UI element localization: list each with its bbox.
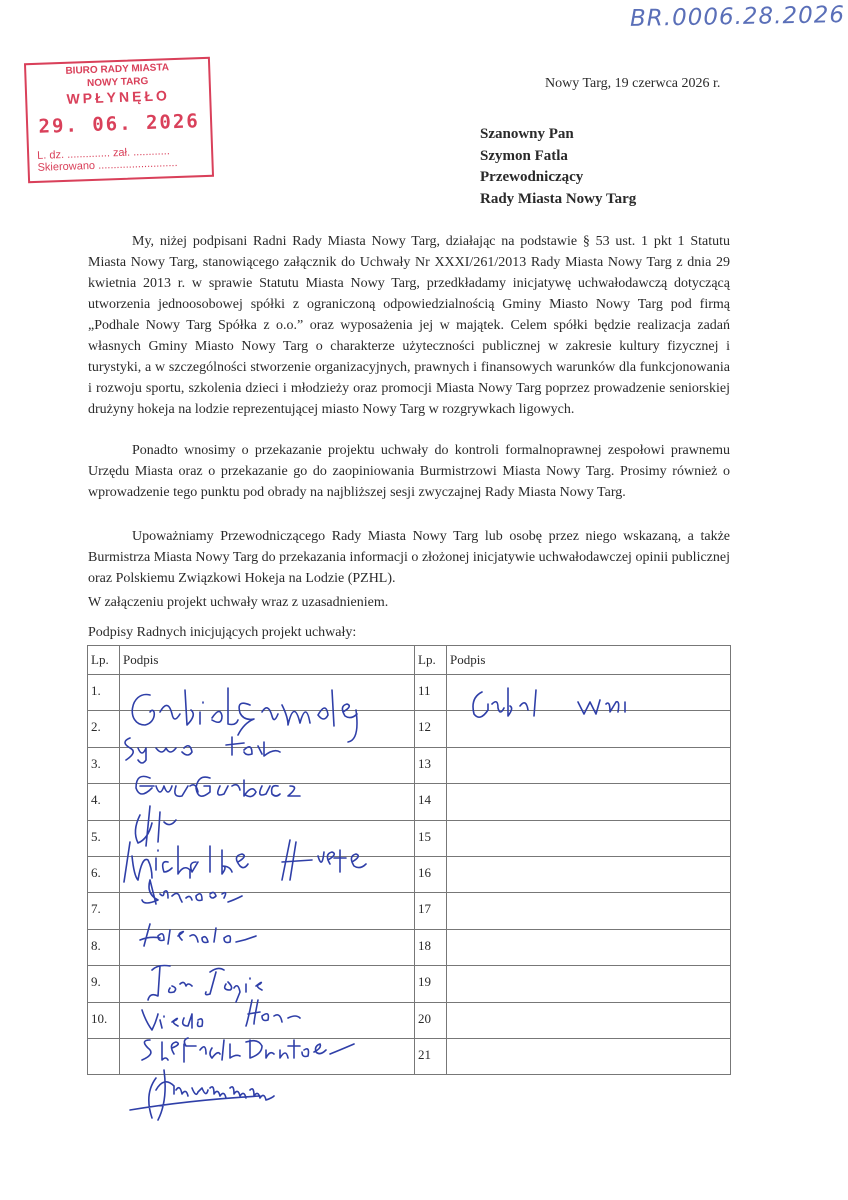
table-row — [88, 675, 731, 711]
header-podpis: Podpis — [120, 646, 415, 675]
paragraph-3: Upoważniamy Przewodniczącego Rady Miasta Nowy Targ lub osobę przez niego wskazaną, a także Burmistrza Miasta Nowy Targ do przekazania informacji o złożonej inicjatywie uchwałodawczej opinii publicznej oraz Polskiemu Związkowi Hokeja na Lodzie (PZHL). — [88, 529, 730, 586]
row-number: 18 — [415, 929, 447, 965]
row-number: 14 — [415, 784, 447, 820]
signature-cell — [120, 820, 415, 856]
table-header-row — [88, 646, 731, 675]
row-number: 17 — [415, 893, 447, 929]
signature-cell — [447, 966, 731, 1002]
row-number: 13 — [415, 747, 447, 783]
row-number: 4. — [88, 784, 120, 820]
header-lp: Lp. — [415, 646, 447, 675]
row-number: 10. — [88, 1002, 120, 1038]
signature-cell — [120, 966, 415, 1002]
signature-12 — [130, 1070, 274, 1120]
signature-cell — [120, 784, 415, 820]
signature-cell — [447, 1038, 731, 1074]
row-number: 15 — [415, 820, 447, 856]
row-number: 19 — [415, 966, 447, 1002]
signature-cell — [120, 675, 415, 711]
row-number: 5. — [88, 820, 120, 856]
date-line: Nowy Targ, 19 czerwca 2026 r. — [545, 76, 721, 91]
signature-cell — [120, 711, 415, 747]
paragraph-1: My, niżej podpisani Radni Rady Miasta Nowy Targ, działając na podstawie § 53 ust. 1 pkt 1 Statutu Miasta Nowy Targ, stanowiącego załącznik do Uchwały Nr XXXI/261/2013 Rady Miasta Nowy Targ z dnia 29 kwietnia 2013 r. w sprawie Statutu Miasta Nowy Targ, przedkładamy inicjatywę uchwałodawczą dotyczącą utworzenia jednoosobowej spółki z ograniczoną odpowiedzialnością Gminy Miasto Nowy Targ pod firmą „Podhale Nowy Targ Spółka z o.o.” oraz wyposażenia jej w majątek. Celem spółki będzie realizacja zadań własnych Gminy Miasto Nowy Targ o charakterze użyteczności publicznej w zakresie kultury fizycznej i turystyki, a w szczególności stworzenie organizacyjnych, prawnych i finansowych warunków dla funkcjonowania i rozwoju sportu, szkolenia dzieci i młodzieży oraz promocji Miasta Nowy Targ poprzez prowadzenie seniorskiej drużyny hokeja na lodzie reprezentującej miasto Nowy Targ w rozgrywkach ligowych. — [88, 234, 730, 417]
signature-cell — [120, 893, 415, 929]
stamp-line-4: L. dz. .............. zał. ............ — [36, 145, 170, 162]
table-row — [88, 929, 731, 965]
addressee-line: Szanowny Pan — [480, 126, 574, 142]
paragraph-2: Ponadto wnosimy o przekazanie projektu uchwały do kontroli formalnoprawnej zespołowi prawnemu Urzędu Miasta oraz o przekazanie go do zaopiniowania Burmistrzowi Miasta Nowy Targ. Prosimy również o wprowadzenie tego punktu pod obrady na najbliższej sesji zwyczajnej Rady Miasta Nowy Targ. — [88, 443, 730, 500]
header-podpis: Podpis — [447, 646, 731, 675]
row-number: 6. — [88, 856, 120, 892]
signature-cell — [447, 675, 731, 711]
table-row — [88, 1038, 731, 1074]
addressee-block — [480, 124, 636, 210]
row-number: 21 — [415, 1038, 447, 1074]
row-number: 16 — [415, 856, 447, 892]
table-row — [88, 856, 731, 892]
signature-cell — [447, 856, 731, 892]
row-number — [88, 1038, 120, 1074]
signatures-intro: Podpisy Radnych inicjujących projekt uchwały: — [88, 625, 357, 640]
addressee-line: Przewodniczący — [480, 169, 584, 185]
signature-cell — [120, 929, 415, 965]
header-lp: Lp. — [88, 646, 120, 675]
signature-cell — [447, 893, 731, 929]
stamp-line-3: WPŁYNĘŁO — [66, 87, 171, 107]
addressee-line: Szymon Fatla — [480, 147, 568, 164]
table-row — [88, 747, 731, 783]
table-row — [88, 784, 731, 820]
receipt-stamp — [24, 57, 214, 183]
signature-cell — [120, 747, 415, 783]
row-number: 12 — [415, 711, 447, 747]
row-number: 8. — [88, 929, 120, 965]
stamp-line-5: Skierowano .......................... — [37, 156, 178, 174]
signature-cell — [447, 747, 731, 783]
addressee-line: Rady Miasta Nowy Targ — [480, 190, 637, 207]
signature-cell — [120, 856, 415, 892]
table-row — [88, 966, 731, 1002]
stamp-line-2: NOWY TARG — [86, 75, 149, 90]
signature-cell — [447, 784, 731, 820]
signature-cell — [447, 820, 731, 856]
stamp-line-1: BIURO RADY MIASTA — [65, 62, 170, 77]
row-number: 2. — [88, 711, 120, 747]
signature-cell — [447, 929, 731, 965]
table-row — [88, 1002, 731, 1038]
signatures-table — [87, 645, 731, 1075]
row-number: 3. — [88, 747, 120, 783]
row-number: 11 — [415, 675, 447, 711]
signature-cell — [120, 1002, 415, 1038]
row-number: 20 — [415, 1002, 447, 1038]
signature-cell — [120, 1038, 415, 1074]
row-number: 9. — [88, 966, 120, 1002]
row-number: 1. — [88, 675, 120, 711]
table-row — [88, 820, 731, 856]
table-row — [88, 893, 731, 929]
attachment-note: W załączeniu projekt uchwały wraz z uzasadnieniem. — [88, 595, 389, 610]
signature-cell — [447, 711, 731, 747]
signature-cell — [447, 1002, 731, 1038]
reference-number: BR.0006.28.2026 — [629, 2, 846, 32]
table-row — [88, 711, 731, 747]
stamp-date: 29. 06. 2026 — [38, 110, 201, 138]
row-number: 7. — [88, 893, 120, 929]
